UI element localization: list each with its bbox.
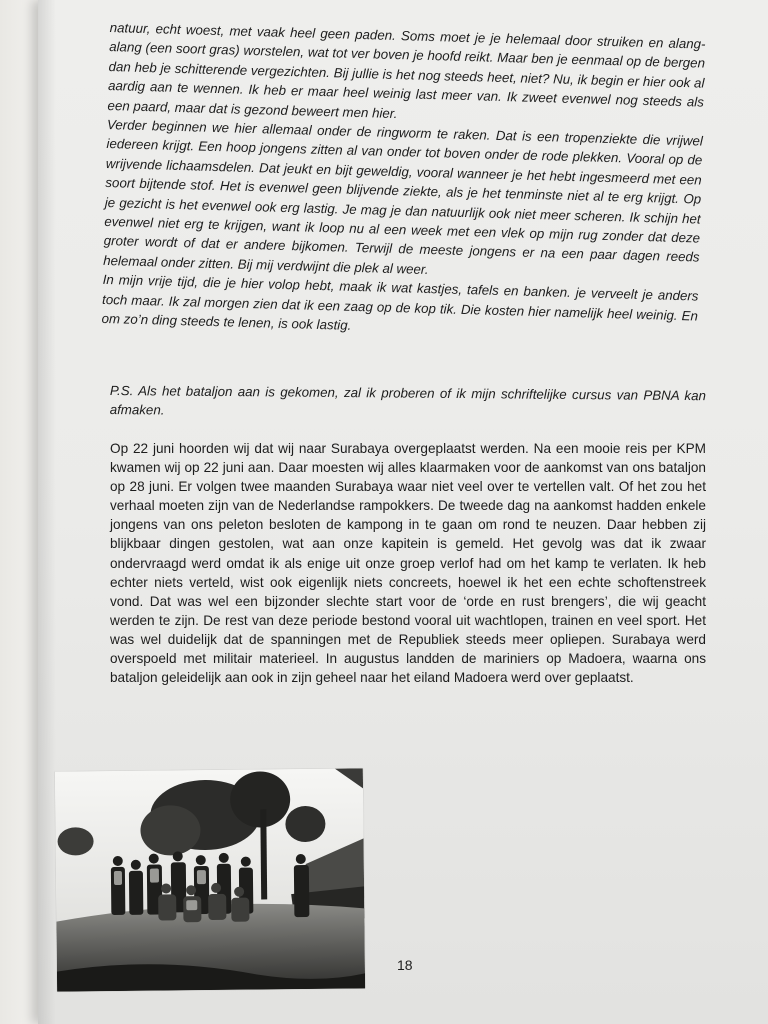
narrative-paragraph: Op 22 juni hoorden wij dat wij naar Surabaya overgeplaatst werden. Na een mooie reis per KPM kwamen wij op 22 juni aan. Daar moesten wij alles klaarmaken voor de aankomst van ons bataljon op 28 juni. Er volgen twee maanden Surabaya waar niet veel over te vertellen valt. Of het zou het verhaal moeten zijn van de Nederlandse rampokkers. De tweede dag na aankomst hadden enkele jongens van ons peleton besloten de kampong in te gaan om rond te neuzen. Daar hebben zij blijkbaar dingen gestolen, wat aan onze kapitein is gemeld. Het gevolg was dat ik zwaar ondervraagd werd omdat ik als enige uit onze groep verlof had om het kamp te verlaten. Ik heb echter niets verteld, wist ook eigenlijk niets concreets, hoewel ik het een echte schoftenstreek vond. Dat was wel een bijzonder slechte start voor de ‘orde en rust brengers’, die wij geacht werden te zijn. De rest van deze periode bestond vooral uit wachtlopen, trainen en veel sport. Het was wel duidelijk dat de spanningen met de Republiek steeds meer opliepen. Surabaya werd overspoeld met militair materieel. In augustus landden de mariniers op Madoera, waarna ons bataljon geleidelijk aan ook in zijn geheel naar het eiland Madoera werd over geplaatst.	[110, 441, 706, 686]
group-photo	[55, 768, 365, 991]
letter-text	[101, 18, 705, 345]
page-number: 18	[397, 957, 413, 973]
group-photo-image	[55, 768, 365, 991]
letter-paragraph: In mijn vrije tijd, die je hier volop hebt, maak ik wat kastjes, tafels en banken. je verveelt je anders toch maar. Ik zal morgen zien dat ik een zaag op de kop tik. Die kosten hier namelijk heel weinig. En om zo’n ding steeds te lenen, is ook lastig.	[101, 272, 699, 333]
postscript: P.S. Als het bataljon aan is gekomen, zal ik proberen of ik mijn schriftelijke cursus van PBNA kan afmaken.	[109, 382, 706, 418]
letter-paragraph: natuur, echt woest, met vaak heel geen paden. Soms moet je je helemaal door struiken en alang-alang (een soort gras) worstelen, wat tot ver boven je hoofd reikt. Maar ben je eenmaal op de bergen dan heb je schitterende vergezichten. Bij jullie is het nog steeds heet, niet? Nu, ik begin er hier ook al aardig aan te wennen. Ik heb er maar heel weinig last meer van. Ik zweet evenwel nog steeds als een paard, maar dat is gezond beweert men hier.	[107, 19, 706, 121]
letter-paragraph: Verder beginnen we hier allemaal onder de ringworm te raken. Dat is een tropenziekte die vrijwel iedereen krijgt. Een hoop jongens zitten al van onder tot boven onder de rode plekken. Vooral op de wrijvende lichaamsdelen. Dat jeukt en bijt geweldig, vooral wanneer je het hebt ingesmeerd met een soort bijtende stof. Het is evenwel geen blijvende ziekte, als je het tenminste niet al te erg krijgt. Op je gezicht is het evenwel ook erg lastig. Je mag je dan natuurlijk ook niet meer scheren. Ik schijn het evenwel niet erg te krijgen, want ik loop nu al een week met een vlek op mijn rug zonder dat deze groter wordt of dat er andere bijkomen. Terwijl de meeste jongens er na een paar dagen reeds helemaal onder zitten. Bij mij verdwijnt die plek al weer.	[103, 116, 704, 277]
page-shadow-edge	[38, 0, 56, 1024]
